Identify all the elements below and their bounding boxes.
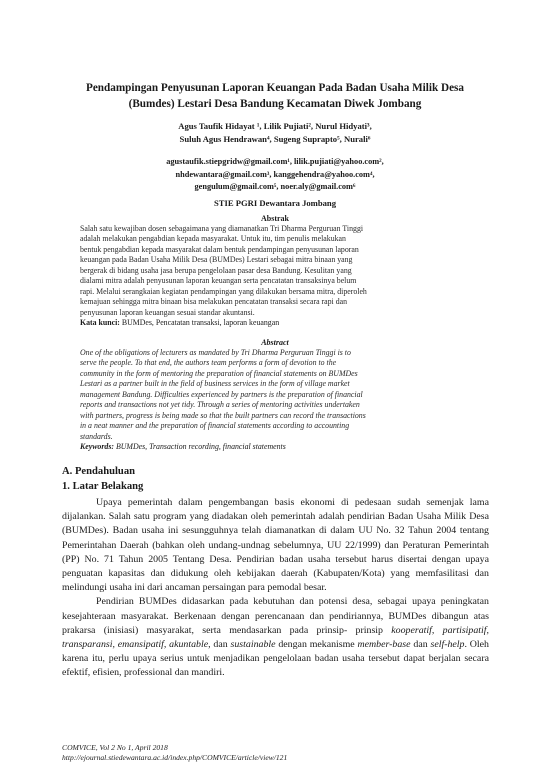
authors-line-1: Agus Taufik Hidayat ¹, Lilik Pujiati², Nurul Hidyati³,	[178, 121, 372, 131]
abstrak-line: Salah satu kewajiban dosen sebagaimana yang diamanatkan Tri Dharma Perguruan Tinggi	[80, 224, 364, 233]
kata-kunci	[80, 318, 468, 328]
abstrak-line: adalah melakukan pengabdian kepada masyarakat. Untuk itu, tim penulis melakukan	[80, 234, 346, 244]
keywords-label: Keywords:	[80, 442, 114, 451]
paragraph-text: dengan mekanisme	[275, 639, 358, 651]
emails-line-2: nhdewantara@gmail.com³, kanggehendra@yahoo.com⁴,	[175, 169, 375, 179]
paragraph: Upaya pemerintah dalam pengembangan basis ekonomi di pedesaan sudah semenjak lama dijalankan. Salah satu program yang diadakan oleh pemerintah adalah pendirian Badan Usaha Milik Desa (BUMDes). Badan usaha ini sesungguhnya telah diamanatkan di dalam UU No. 32 Tahun 2004 tentang Pemerintahan Daerah (bahkan oleh undang-undnag sebelumnya, UU 22/1999) dan Peraturan Pemerintah (PP) No. 71 Tahun 2005 Tentang Desa. Pendirian badan usaha tersebut harus disertai dengan upaya penguatan kapasitas dan didukung oleh kebijakan daerah (Kabupaten/Kota) yang memfasilitasi dan melindungi usaha ini dari ancaman persaingan para pemodal besar.	[62, 497, 489, 594]
abstract-line: community in the form of mentoring the preparation of financial statements on BUMDes	[80, 368, 358, 378]
emphasis-text: kooperatif, partisipatif, transparansi, emansipatif, akuntable	[62, 624, 489, 651]
abstrak-line: penyusunan laporan keuangan sesuai standar akuntansi.	[80, 307, 255, 317]
abstract-body	[80, 348, 468, 442]
emphasis-text: self-help	[430, 639, 465, 651]
abstrak-line: bergerak di bidang usaha jasa berupa pengelolaan pasar desa Bandung. Kesulitan yang	[80, 265, 352, 275]
abstrak-line: bentuk pengabdian kepada masyarakat dalam bentuk pendampingan penyusunan laporan	[80, 244, 359, 254]
subsection-heading: 1. Latar Belakang	[62, 481, 144, 492]
paragraph-text: . Oleh karena itu, perlu upaya serius untuk menjadikan pengelolaan badan usaha tersebut dapat berjalan secara efektif, efisien, professional dan mandiri.	[62, 639, 489, 679]
abstract-line: One of the obligations of lecturers as mandated by Tri Dharma Perguruan Tinggi is to	[80, 348, 351, 357]
abstract-line: reports and transactions not yet tidy. Through a series of mentoring activities undertaken	[80, 400, 360, 410]
emphasis-text: sustainable	[230, 639, 276, 651]
abstrak-line: dialami mitra adalah penyusunan laporan keuangan serta pencatatan transaksinya belum	[80, 276, 357, 286]
emphasis-text: member-base	[357, 639, 411, 651]
title-line-1: Pendampingan Penyusunan Laporan Keuangan Pada Badan Usaha Milik Desa	[86, 82, 464, 94]
keywords	[80, 442, 468, 452]
abstract-line: with partners, progress is being made so that the built partners can record the transactions	[80, 410, 366, 420]
authors-line-2: Suluh Agus Hendrawan⁴, Sugeng Suprapto⁵, Nurali⁶	[179, 134, 371, 144]
paper-title	[60, 80, 490, 112]
paragraph	[62, 595, 489, 680]
abstract-line: management Bandung. Difficulties experienced by partners is the preparation of financial	[80, 389, 363, 399]
emails-line-1: agustaufik.stiepgridw@gmail.com¹, lilik.pujiati@yahoo.com²,	[166, 157, 384, 166]
abstrak-line: rapi. Melalui serangkaian kegiatan pendampingan yang dilakukan bersama mitra, diperoleh	[80, 286, 367, 296]
abstract-line: in a neat manner and the preparation of financial statements according to accounting	[80, 421, 350, 431]
abstract-heading: Abstract	[261, 338, 289, 347]
paragraph-text: Pendirian BUMDes didasarkan pada kebutuhan dan potensi desa, sebagai upaya peningkatan kesejahteraan masyarakat. Berkenaan dengan perencanaan dan pendiriannya, BUMDes dibangun atas prakarsa (inisiasi) masyarakat, serta mendasarkan pada prinsip- prinsip	[62, 596, 489, 636]
article-url[interactable]: http://ejournal.stiedewantara.ac.id/index.php/COMVICE/article/view/121	[62, 753, 288, 763]
emails-line-3: gengulum@gmail.com⁵, noer.aly@gmail.com⁶	[194, 182, 356, 191]
abstract-line: Lestari as a partner built in the field of business services in the form of village market	[80, 379, 350, 389]
abstrak-line: keuangan pada Badan Usaha Milik Desa (BUMDes) Lestari sebagai mitra binaan yang	[80, 255, 353, 265]
kata-kunci-label: Kata kunci:	[80, 318, 120, 327]
body-text	[62, 496, 489, 681]
abstract-line: serve the people. To that end, the authors team performs a form of devotion to the	[80, 358, 337, 368]
page-footer	[62, 743, 287, 764]
paragraph-text: , dan	[208, 639, 231, 651]
title-line-2: (Bumdes) Lestari Desa Bandung Kecamatan Diwek Jombang	[128, 98, 422, 110]
abstrak-heading: Abstrak	[260, 214, 289, 223]
abstract-line: standards.	[80, 431, 113, 441]
keywords-values: BUMDes, Transaction recording, financial statements	[114, 442, 286, 451]
author-emails	[60, 156, 490, 194]
author-list	[60, 120, 490, 146]
abstrak-line: kemajuan sehingga mitra binaan bisa melakukan pencatatan transaksi secara rapi dan	[80, 297, 348, 307]
section-heading: A. Pendahuluan	[62, 466, 136, 477]
paragraph-text: dan	[410, 639, 431, 651]
kata-kunci-values: BUMDes, Pencatatan transaksi, laporan keuangan	[119, 318, 280, 327]
journal-citation: COMVICE, Vol 2 No 1, April 2018	[62, 743, 168, 752]
institution: STIE PGRI Dewantara Jombang	[214, 198, 336, 208]
abstrak-body	[80, 224, 468, 318]
